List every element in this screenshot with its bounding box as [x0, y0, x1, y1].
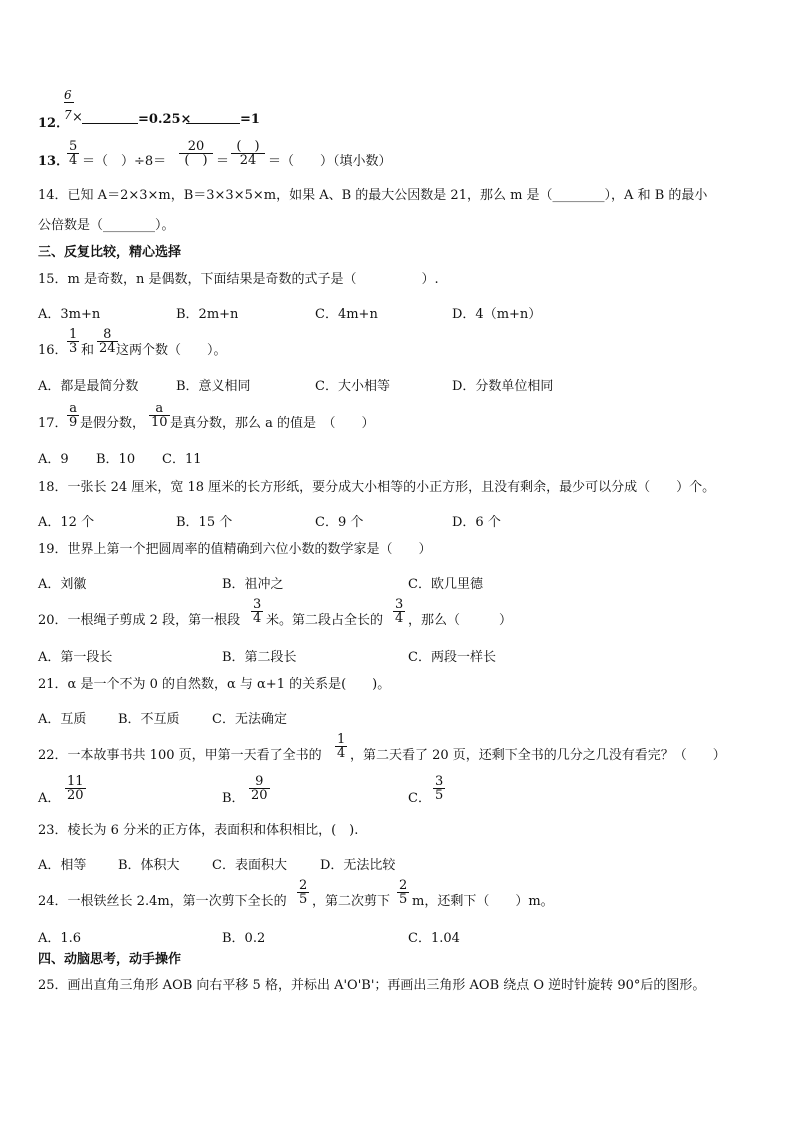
frac-denominator: 5	[299, 892, 308, 907]
option-b[interactable]: B．第二段长	[222, 650, 297, 665]
q12-frac-num: 6	[64, 88, 72, 102]
option-a[interactable]: A．1.6	[38, 931, 82, 946]
option-c[interactable]: C．欧几里德	[408, 577, 483, 592]
frac-denominator: 20	[67, 788, 84, 803]
q17-mid: 是假分数，	[80, 416, 146, 431]
option-a[interactable]: A．刘徽	[38, 577, 87, 592]
q12-frac-bar	[64, 102, 74, 103]
frac-denominator: 24	[239, 153, 257, 168]
q24-frac-2-5-a	[297, 879, 309, 906]
frac-denominator: ( )	[184, 153, 208, 168]
q20-number: 20．一根绳子剪成 2 段，第一根段	[38, 613, 241, 628]
frac-denominator: 5	[399, 892, 408, 907]
q12-number: 12．	[38, 116, 70, 131]
option-c[interactable]: C．1.04	[408, 931, 460, 946]
frac-numerator: 3	[435, 774, 444, 789]
frac-denominator: 4	[395, 611, 404, 626]
option-b[interactable]: B．10	[96, 452, 136, 467]
option-c[interactable]: C．9 个	[315, 515, 364, 530]
option-c-frac	[433, 775, 445, 802]
q17-number: 17．	[38, 416, 68, 431]
option-b[interactable]: B．0.2	[222, 931, 266, 946]
option-a-frac	[65, 775, 86, 802]
q17-frac-a-9	[67, 402, 79, 429]
q20-frac-3-4-b	[393, 598, 405, 625]
option-a[interactable]: A．第一段长	[38, 650, 113, 665]
option-b[interactable]: B．祖冲之	[222, 577, 284, 592]
q13-frac-24	[231, 140, 265, 167]
option-a[interactable]: A．相等	[38, 858, 87, 873]
question-23-stem: 23．棱长为 6 分米的正方体，表面积和体积相比，( ).	[38, 823, 359, 838]
q13-text-1: ＝（ ）÷8＝	[82, 154, 167, 169]
question-15-stem: 15．m 是奇数，n 是偶数，下面结果是奇数的式子是（ ）.	[38, 272, 439, 287]
frac-numerator: 3	[253, 597, 262, 612]
section-4-heading: 四、动脑思考，动手操作	[38, 952, 182, 967]
q20-frac-3-4-a	[251, 598, 263, 625]
option-b-label: B．	[222, 791, 245, 806]
frac-numerator: ( )	[231, 140, 265, 154]
option-a[interactable]: A．9	[38, 452, 69, 467]
q20-mid: 米。第二段占全长的	[266, 613, 384, 628]
frac-numerator: 11	[67, 774, 84, 789]
frac-denominator: 10	[151, 415, 168, 430]
frac-denominator: 20	[251, 788, 268, 803]
frac-numerator: 1	[69, 327, 78, 342]
frac-numerator: 3	[395, 597, 404, 612]
option-a-label: A．	[38, 791, 61, 806]
question-14-line-2: 公倍数是（________）。	[38, 218, 175, 233]
q16-mid: 和	[81, 343, 95, 358]
option-a[interactable]: A．3m+n	[38, 307, 101, 322]
frac-denominator: 4	[69, 153, 78, 168]
option-b[interactable]: B．意义相同	[176, 379, 251, 394]
q12-eq1: =0.25×	[138, 112, 192, 127]
option-a[interactable]: A．互质	[38, 712, 87, 727]
q16-tail: 这两个数（ ）。	[116, 343, 227, 358]
q13-number: 13．	[38, 154, 70, 169]
q17-frac-a-10	[149, 402, 170, 429]
option-b[interactable]: B．不互质	[118, 712, 180, 727]
section-3-heading: 三、反复比较，精心选择	[38, 245, 182, 260]
frac-numerator: 1	[337, 732, 346, 747]
q22-tail: ，第二天看了 20 页，还剩下全书的几分之几没有看完？（ ）	[350, 748, 726, 763]
option-b-frac	[249, 775, 270, 802]
option-c[interactable]: C．大小相等	[315, 379, 390, 394]
q13-text-3: ＝（ ）（填小数）	[268, 154, 392, 169]
option-d[interactable]: D．4（m+n）	[452, 307, 542, 322]
q17-tail: 是真分数，那么 a 的值是 （ ）	[170, 416, 375, 431]
q24-number: 24．一根铁丝长 2.4m，第一次剪下全长的	[38, 894, 287, 909]
option-b[interactable]: B．体积大	[118, 858, 180, 873]
frac-numerator: 5	[69, 139, 78, 154]
option-c-label: C．	[408, 791, 431, 806]
q16-number: 16．	[38, 343, 68, 358]
frac-numerator: a	[149, 402, 170, 416]
option-c[interactable]	[408, 774, 444, 806]
option-a[interactable]	[38, 774, 84, 806]
q13-frac-5-4	[67, 140, 79, 167]
question-21-stem: 21．α 是一个不为 0 的自然数，α 与 α+1 的关系是( )。	[38, 677, 391, 692]
option-b[interactable]	[222, 774, 268, 806]
q24-tail: m，还剩下（ ）m。	[412, 894, 554, 909]
q20-tail: ，那么（ ）	[408, 613, 513, 628]
option-d[interactable]: D．分数单位相同	[452, 379, 554, 394]
option-d[interactable]: D．6 个	[452, 515, 501, 530]
frac-numerator: 2	[399, 878, 408, 893]
frac-denominator: 4	[337, 746, 346, 761]
option-b[interactable]: B．2m+n	[176, 307, 239, 322]
question-14-line-1: 14．已知 A＝2×3×m，B＝3×3×5×m，如果 A、B 的最大公因数是 21，那么 m 是（________），A 和 B 的最小	[38, 188, 708, 203]
frac-numerator: 8	[97, 328, 118, 342]
q16-frac-8-24	[97, 328, 118, 355]
frac-numerator: 20	[179, 140, 213, 154]
q13-text-2: ＝	[216, 154, 230, 169]
option-a[interactable]: A．都是最简分数	[38, 379, 139, 394]
question-25-stem: 25．画出直角三角形 AOB 向右平移 5 格，并标出 A'O'B'；再画出三角形 AOB 绕点 O 逆时针旋转 90°后的图形。	[38, 978, 706, 993]
frac-denominator: 3	[69, 341, 78, 356]
frac-numerator: a	[67, 402, 79, 416]
q12-times: ×	[72, 110, 83, 125]
frac-numerator: 2	[299, 878, 308, 893]
frac-numerator: 9	[249, 775, 270, 789]
option-c[interactable]: C．无法确定	[212, 712, 287, 727]
q12-blank-1[interactable]	[82, 112, 138, 124]
q12-frac-den: 7	[64, 108, 72, 122]
q12-blank-2[interactable]	[186, 112, 240, 124]
option-a[interactable]: A．12 个	[38, 515, 95, 530]
q16-frac-1-3	[67, 328, 79, 355]
option-d[interactable]: D．无法比较	[320, 858, 396, 873]
q24-mid: ，第二次剪下	[312, 894, 391, 909]
q12-eq2: =1	[240, 112, 260, 127]
q22-frac-1-4	[335, 733, 347, 760]
frac-denominator: 9	[69, 415, 78, 430]
option-c[interactable]: C．11	[162, 452, 202, 467]
frac-denominator: 24	[99, 341, 116, 356]
option-c[interactable]: C．两段一样长	[408, 650, 496, 665]
q22-number: 22．一本故事书共 100 页，甲第一天看了全书的	[38, 748, 322, 763]
question-18-stem: 18．一张长 24 厘米，宽 18 厘米的长方形纸，要分成大小相等的小正方形，且没有剩余，最少可以分成（ ）个。	[38, 480, 716, 495]
frac-denominator: 5	[435, 788, 444, 803]
option-c[interactable]: C．4m+n	[315, 307, 378, 322]
frac-denominator: 4	[253, 611, 262, 626]
q13-frac-20	[179, 140, 213, 167]
option-b[interactable]: B．15 个	[176, 515, 233, 530]
question-19-stem: 19．世界上第一个把圆周率的值精确到六位小数的数学家是（ ）	[38, 542, 432, 557]
q24-frac-2-5-b	[397, 879, 409, 906]
option-c[interactable]: C．表面积大	[212, 858, 287, 873]
